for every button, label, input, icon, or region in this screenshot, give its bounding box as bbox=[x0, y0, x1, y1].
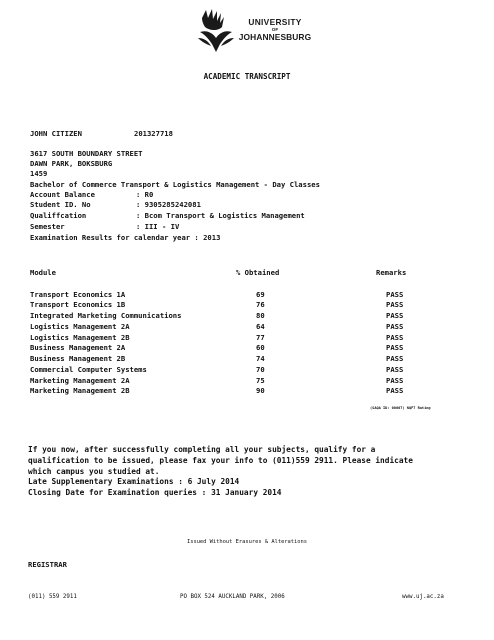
module-name: Business Management 2B bbox=[30, 354, 126, 363]
module-name: Marketing Management 2B bbox=[30, 386, 130, 395]
field-label: Qualiffcation bbox=[30, 211, 87, 220]
module-percentage: 77 bbox=[256, 333, 265, 342]
late-supplementary-line: Late Supplementary Examinations : 6 July 2014 bbox=[28, 477, 240, 486]
module-percentage: 74 bbox=[256, 354, 265, 363]
module-remark: PASS bbox=[386, 311, 404, 320]
module-name: Marketing Management 2A bbox=[30, 376, 130, 385]
module-remark: PASS bbox=[386, 386, 404, 395]
module-remark: PASS bbox=[386, 333, 404, 342]
field-value: : R0 bbox=[136, 190, 154, 199]
footer-phone: (011) 559 2911 bbox=[28, 594, 77, 600]
module-name: Integrated Marketing Communications bbox=[30, 311, 182, 320]
address-line-2: DAWN PARK, BOKSBURG bbox=[30, 159, 113, 168]
closing-date-line: Closing Date for Examination queries : 31 January 2014 bbox=[28, 488, 282, 497]
saqa-note: (SAQA ID: 00007) NQF7 Rating bbox=[370, 406, 431, 410]
header-module: Module bbox=[30, 268, 56, 277]
notice-line: If you now, after successfully completing all your subjects, qualify for a bbox=[28, 445, 376, 454]
module-percentage: 70 bbox=[256, 365, 265, 374]
module-name: Transport Economics 1A bbox=[30, 290, 126, 299]
module-name: Logistics Management 2A bbox=[30, 322, 130, 331]
registrar-label: REGISTRAR bbox=[28, 560, 67, 569]
footer-address: PO BOX 524 AUCKLAND PARK, 2006 bbox=[180, 594, 285, 600]
module-name: Logistics Management 2B bbox=[30, 333, 130, 342]
module-remark: PASS bbox=[386, 343, 404, 352]
logo-line-university: UNIVERSITY bbox=[248, 17, 302, 27]
module-remark: PASS bbox=[386, 322, 404, 331]
module-remark: PASS bbox=[386, 354, 404, 363]
module-remark: PASS bbox=[386, 290, 404, 299]
notice-line: qualification to be issued, please fax your info to (011)559 2911. Please indicate bbox=[28, 456, 413, 465]
address-line-3: 1459 bbox=[30, 169, 48, 178]
field-value: : 9305285242081 bbox=[136, 200, 201, 209]
module-remark: PASS bbox=[386, 365, 404, 374]
student-number: 201327718 bbox=[134, 129, 173, 138]
page-title: ACADEMIC TRANSCRIPT bbox=[203, 72, 291, 81]
field-value: : III - IV bbox=[136, 222, 180, 231]
field-label: Student ID. No bbox=[30, 200, 91, 209]
module-percentage: 69 bbox=[256, 290, 265, 299]
module-percentage: 64 bbox=[256, 322, 265, 331]
header-remarks: Remarks bbox=[376, 268, 407, 277]
module-name: Business Management 2A bbox=[30, 343, 126, 352]
logo-line-of: OF bbox=[271, 27, 279, 32]
notice-line: which campus you studied at. bbox=[28, 467, 160, 476]
module-name: Transport Economics 1B bbox=[30, 300, 126, 309]
module-percentage: 76 bbox=[256, 300, 265, 309]
student-name: JOHN CITIZEN bbox=[30, 129, 82, 138]
field-label: Semester bbox=[30, 222, 65, 231]
logo-line-johannesburg: JOHANNESBURG bbox=[238, 32, 312, 42]
module-percentage: 75 bbox=[256, 376, 265, 385]
module-remark: PASS bbox=[386, 300, 404, 309]
field-value: : Bcom Transport & Logistics Management bbox=[136, 211, 305, 220]
footer-website: www.uj.ac.za bbox=[402, 594, 444, 600]
header-obtained: % Obtained bbox=[236, 268, 280, 277]
university-logo bbox=[196, 8, 316, 56]
module-percentage: 80 bbox=[256, 311, 265, 320]
module-percentage: 90 bbox=[256, 386, 265, 395]
module-percentage: 60 bbox=[256, 343, 265, 352]
address-line-1: 3617 SOUTH BOUNDARY STREET bbox=[30, 149, 143, 158]
logo-wordmark bbox=[230, 18, 320, 42]
module-remark: PASS bbox=[386, 376, 404, 385]
field-label: Account Balance bbox=[30, 190, 95, 199]
programme-name: Bachelor of Commerce Transport & Logistics Management - Day Classes bbox=[30, 180, 320, 189]
exam-year-line: Examination Results for calendar year : 2013 bbox=[30, 233, 221, 242]
issued-note: Issued Without Erasures & Alterations bbox=[186, 539, 308, 545]
module-name: Commercial Computer Systems bbox=[30, 365, 147, 374]
